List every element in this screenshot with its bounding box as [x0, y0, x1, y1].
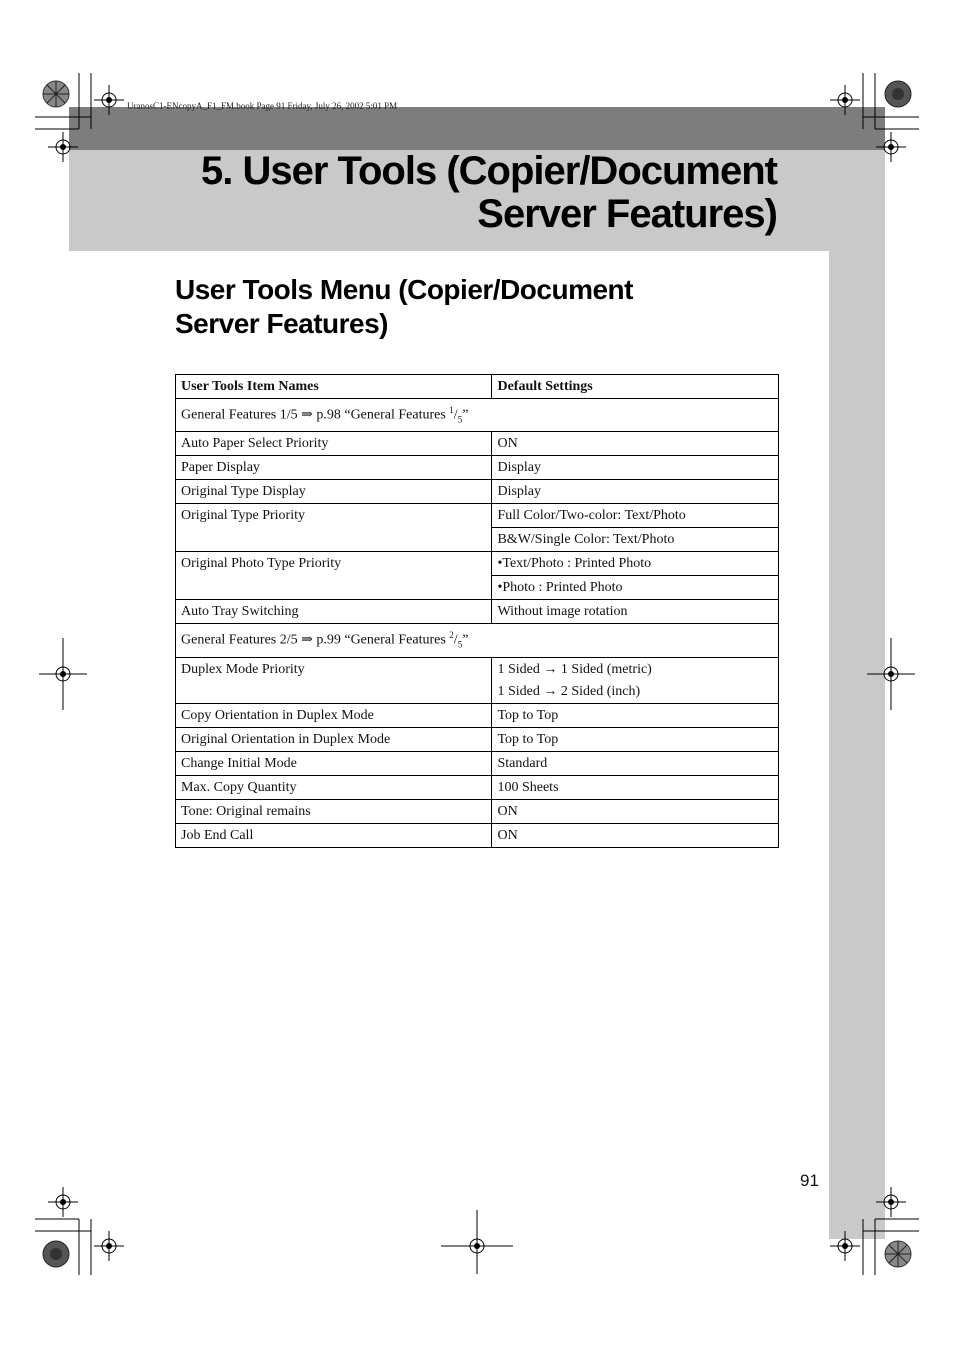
item-value: ON — [492, 823, 779, 847]
registration-target-icon — [94, 1231, 124, 1261]
item-value: Full Color/Two-color: Text/Photo — [492, 504, 779, 528]
item-name: Duplex Mode Priority — [176, 657, 492, 703]
item-value: Top to Top — [492, 727, 779, 751]
density-wheel-icon — [884, 1240, 912, 1268]
density-wheel-icon — [42, 80, 70, 108]
item-name: Max. Copy Quantity — [176, 775, 492, 799]
section-title-line-1: User Tools Menu (Copier/Document — [175, 274, 633, 305]
registration-target-icon — [830, 1231, 860, 1261]
registration-target-icon — [876, 1187, 906, 1217]
fraction-numerator: 1 — [449, 405, 454, 415]
item-name: Original Type Priority — [176, 504, 492, 552]
density-wheel-icon — [884, 80, 912, 108]
item-name: Original Type Display — [176, 480, 492, 504]
item-name: Job End Call — [176, 823, 492, 847]
item-value: Without image rotation — [492, 600, 779, 624]
registration-target-icon — [48, 132, 78, 162]
item-value: Display — [492, 456, 779, 480]
registration-target-icon — [39, 638, 87, 710]
group-label-text: General Features 2/5 ⇒ p.99 “General Features — [181, 633, 450, 649]
registration-target-icon — [876, 132, 906, 162]
item-value: Top to Top — [492, 703, 779, 727]
group-label-suffix: ” — [462, 633, 469, 649]
item-name: Original Orientation in Duplex Mode — [176, 727, 492, 751]
item-name: Paper Display — [176, 456, 492, 480]
item-name: Auto Paper Select Priority — [176, 432, 492, 456]
density-wheel-icon — [42, 1240, 70, 1268]
item-value-line: 1 Sided → 1 Sided (metric) — [497, 661, 652, 677]
registration-target-icon — [830, 85, 860, 115]
fraction-slash: / — [453, 407, 458, 423]
page-number: 91 — [800, 1171, 819, 1190]
registration-target-icon — [48, 1187, 78, 1217]
item-value: 100 Sheets — [492, 775, 779, 799]
group-label-text: General Features 1/5 ⇒ p.98 “General Features — [181, 407, 450, 423]
chapter-title-line-2: Server Features) — [477, 192, 777, 236]
item-name: Auto Tray Switching — [176, 600, 492, 624]
item-name: Tone: Original remains — [176, 799, 492, 823]
section-title-line-2: Server Features) — [175, 308, 389, 339]
item-value: ON — [492, 432, 779, 456]
item-value: •Text/Photo : Printed Photo — [492, 552, 779, 576]
item-value: Display — [492, 480, 779, 504]
item-value: B&W/Single Color: Text/Photo — [492, 528, 779, 552]
item-name: Change Initial Mode — [176, 751, 492, 775]
fraction-numerator: 2 — [449, 630, 454, 641]
group-label-suffix: ” — [462, 407, 469, 423]
item-name: Original Photo Type Priority — [176, 552, 492, 600]
item-value: ON — [492, 799, 779, 823]
registration-target-icon — [867, 638, 915, 710]
registration-target-icon — [94, 85, 124, 115]
column-header-item-names: User Tools Item Names — [176, 375, 492, 399]
item-value: Standard — [492, 751, 779, 775]
item-value-line: 1 Sided → 2 Sided (inch) — [497, 683, 641, 699]
column-header-default-settings: Default Settings — [492, 375, 779, 399]
fraction-slash: / — [453, 633, 458, 649]
chapter-title-line-1: 5. User Tools (Copier/Document — [200, 149, 777, 193]
fraction-denominator: 5 — [457, 414, 463, 425]
registration-target-icon — [441, 1210, 513, 1274]
print-info: UranosC1-ENcopyA_F1_FM.book Page 91 Friday, July 26, 2002 5:01 PM — [127, 101, 398, 111]
item-name: Copy Orientation in Duplex Mode — [176, 703, 492, 727]
item-value: •Photo : Printed Photo — [492, 576, 779, 600]
fraction-denominator: 5 — [457, 639, 463, 650]
